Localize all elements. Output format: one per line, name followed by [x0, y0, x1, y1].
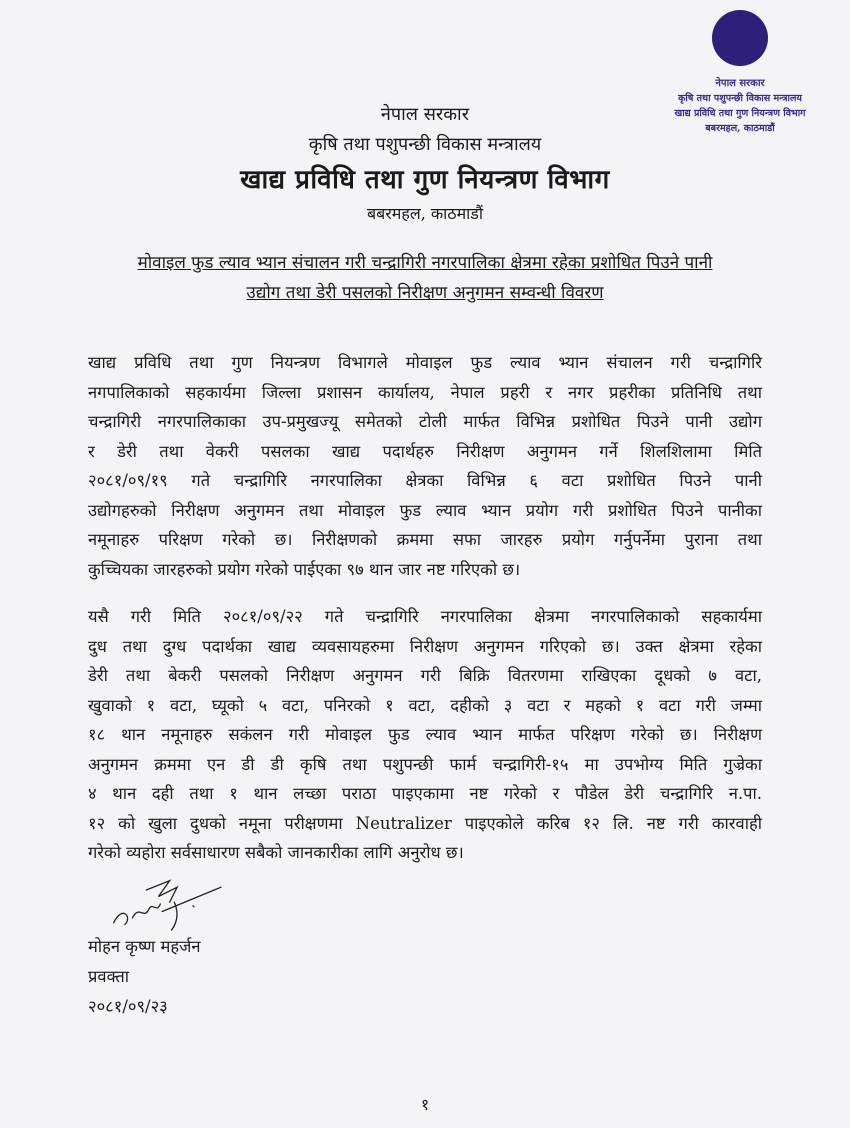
text-line: दुध तथा दुग्ध पदार्थका खाद्य व्यवसायहरुमा निरीक्षण अनुगमन गरिएको छ। उक्त क्षेत्रमा रहेका	[88, 636, 762, 656]
text-line: चन्द्रागिरी नगरपालिकाका उप-प्रमुखज्यू समेतको टोली मार्फत विभिन्न प्रशोधित पिउने पानी उद्योग	[88, 412, 762, 431]
text-line: खाद्य प्रविधि तथा गुण नियन्त्रण विभागले मोवाइल फुड ल्याव भ्यान संचालन गरी चन्द्रागिरि	[88, 353, 762, 372]
text-line: गरेको व्यहोरा सर्वसाधारण सबैको जानकारीका लागि अनुरोध छ।	[88, 843, 464, 862]
text-line: २०८१/०९/१९ गते चन्द्रागिरि नगरपालिका क्षेत्रका विभिन्न ६ वटा प्रशोधित पिउने पानी	[88, 471, 762, 490]
paragraph-1	[88, 348, 762, 584]
subject-title	[88, 248, 762, 308]
department-address: बबरमहल, काठमाडौं	[366, 204, 484, 223]
text-line: १८ थान नमूनाहरु सकंलन गरी मोवाइल फुड ल्याव भ्यान मार्फत परिक्षण गरेको छ। निरीक्षण	[88, 725, 762, 744]
signatory-name: मोहन कृष्ण महर्जन	[88, 936, 201, 956]
paragraph-2	[88, 602, 762, 868]
text-line: ४ थान दही तथा १ थान लच्छा पराठा पाइएकामा नष्ट गरेको र पौडेल डेरी चन्द्रागिरि न.पा.	[88, 784, 762, 803]
text-line: उद्योगहरुको निरीक्षण अनुगमन तथा मोवाइल फुड ल्याव भ्यान प्रयोग गरी प्रशोधित पिउने पानीका	[88, 500, 762, 520]
text-line: नगपालिकाको सहकार्यमा जिल्ला प्रशासन कार्यालय, नेपाल प्रहरी र नगर प्रहरीका प्रतिनिधि तथा	[88, 382, 762, 402]
ministry-name: कृषि तथा पशुपन्छी विकास मन्त्रालय	[308, 134, 542, 155]
text-line: खुवाको १ वटा, घ्यूको ५ वटा, पनिरको १ वटा, दहीको ३ वटा र महको १ वटा गरी जम्मा	[88, 695, 762, 715]
government-name: नेपाल सरकार	[380, 104, 470, 125]
handwritten-signature	[100, 876, 230, 932]
stamp-line3: खाद्य प्रविधि तथा गुण नियन्त्रण विभाग	[674, 108, 806, 119]
page-number: १	[420, 1094, 430, 1114]
text-line: र डेरी तथा वेकरी पसलका खाद्य पदार्थहरु निरीक्षण अनुगमन गर्ने शिलशिलामा मिति	[88, 441, 762, 461]
text-line: यसै गरी मिति २०८१/०९/२२ गते चन्द्रागिरि नगरपालिका क्षेत्रमा नगरपालिकाको सहकार्यमा	[88, 607, 762, 626]
text-line: अनुगमन क्रममा एन डी डी कृषि तथा पशुपन्छी फार्म चन्द्रागिरी-१५ मा उपभोग्य मिति गुज्रेका	[88, 754, 762, 774]
stamp-line1: नेपाल सरकार	[715, 78, 765, 89]
department-name: खाद्य प्रविधि तथा गुण नियन्त्रण विभाग	[240, 165, 610, 195]
text-line: नमूनाहरु परिक्षण गरेको छ। निरीक्षणको क्रममा सफा जारहरु प्रयोग गर्नुपर्नेमा पुराना तथा	[88, 530, 762, 549]
stamp-line4: बबरमहल, काठमाडौं	[705, 123, 775, 134]
text-line: कुच्चियका जारहरुको प्रयोग गरेको पाईएका ९७ थान जार नष्ट गरिएको छ।	[88, 559, 521, 579]
subject-title-line-1: मोवाइल फुड ल्याव भ्यान संचालन गरी चन्द्रागिरी नगरपालिका क्षेत्रमा रहेका प्रशोधित पिउने पानी	[137, 253, 713, 273]
stamp-line2: कृषि तथा पशुपन्छी विकास मन्त्रालय	[678, 93, 802, 104]
text-line: १२ को खुला दुधको नमूना परीक्षणमा Neutralizer पाइएकोले करिब १२ लि. नष्ट गरी कारवाही	[88, 813, 762, 833]
signatory-designation: प्रवक्ता	[88, 966, 130, 986]
signature-date: २०८१/०९/२३	[88, 996, 168, 1016]
text-line: डेरी तथा बेकरी पसलको निरीक्षण अनुगमन गरी बिक्रि वितरणमा राखिएका दूधको ७ वटा,	[88, 666, 762, 685]
subject-title-line-2: उद्योग तथा डेरी पसलको निरीक्षण अनुगमन सम्वन्धी विवरण	[246, 283, 604, 303]
letterhead	[88, 100, 762, 228]
signatory-block	[88, 932, 762, 1022]
